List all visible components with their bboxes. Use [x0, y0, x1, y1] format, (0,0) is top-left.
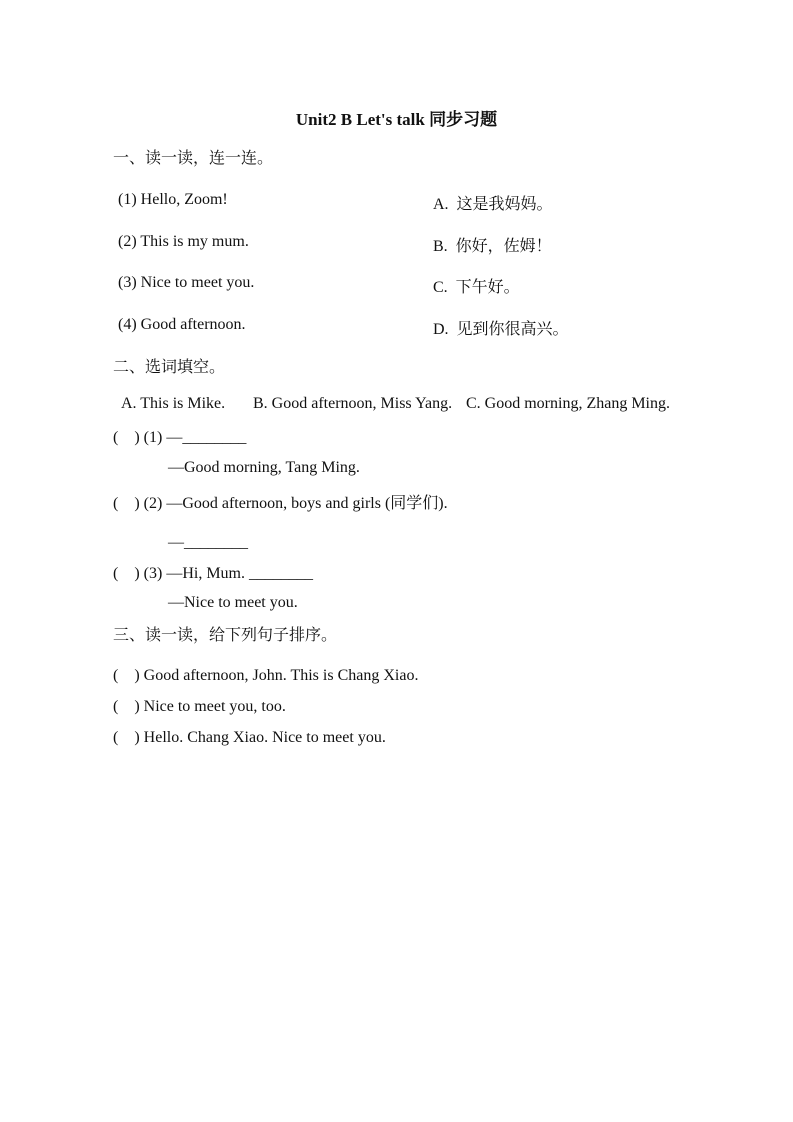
section3-heading: 三、读一读，给下列句子排序。: [113, 627, 338, 644]
match-right-b: B. 你好，佐姆！: [433, 238, 552, 255]
match-right-d: D. 见到你很高兴。: [433, 321, 569, 338]
question-3-line-2: —Nice to meet you.: [168, 594, 298, 611]
question-1-line-2: —Good morning, Tang Ming.: [168, 459, 360, 476]
question-1-line-1: ( ) (1) —________: [113, 429, 247, 446]
match-row: [0, 233, 793, 253]
section2-heading: 二、选词填空。: [113, 359, 226, 376]
section1-heading: 一、读一读，连一连。: [113, 150, 274, 167]
match-left-1: (1) Hello, Zoom!: [118, 191, 228, 208]
match-row: [0, 274, 793, 294]
match-right-a: A. 这是我妈妈。: [433, 196, 553, 213]
page-title: Unit2 B Let's talk 同步习题: [295, 110, 498, 129]
match-row: [0, 316, 793, 336]
question-2-line-2: —________: [168, 534, 248, 551]
match-left-3: (3) Nice to meet you.: [118, 274, 255, 291]
word-option-c: C. Good morning, Zhang Ming.: [466, 395, 670, 412]
match-left-4: (4) Good afternoon.: [118, 316, 246, 333]
question-3-line-1: ( ) (3) —Hi, Mum. ________: [113, 565, 313, 582]
match-right-c: C. 下午好。: [433, 279, 520, 296]
match-left-2: (2) This is my mum.: [118, 233, 249, 250]
order-item-3: ( ) Hello. Chang Xiao. Nice to meet you.: [113, 729, 386, 746]
order-item-2: ( ) Nice to meet you, too.: [113, 698, 286, 715]
word-option-a: A. This is Mike.: [121, 395, 226, 412]
order-item-1: ( ) Good afternoon, John. This is Chang Xiao.: [113, 667, 419, 684]
match-row: [0, 191, 793, 211]
word-option-b: B. Good afternoon, Miss Yang.: [253, 395, 453, 412]
question-2-line-1: ( ) (2) —Good afternoon, boys and girls (同学们).: [113, 495, 448, 512]
